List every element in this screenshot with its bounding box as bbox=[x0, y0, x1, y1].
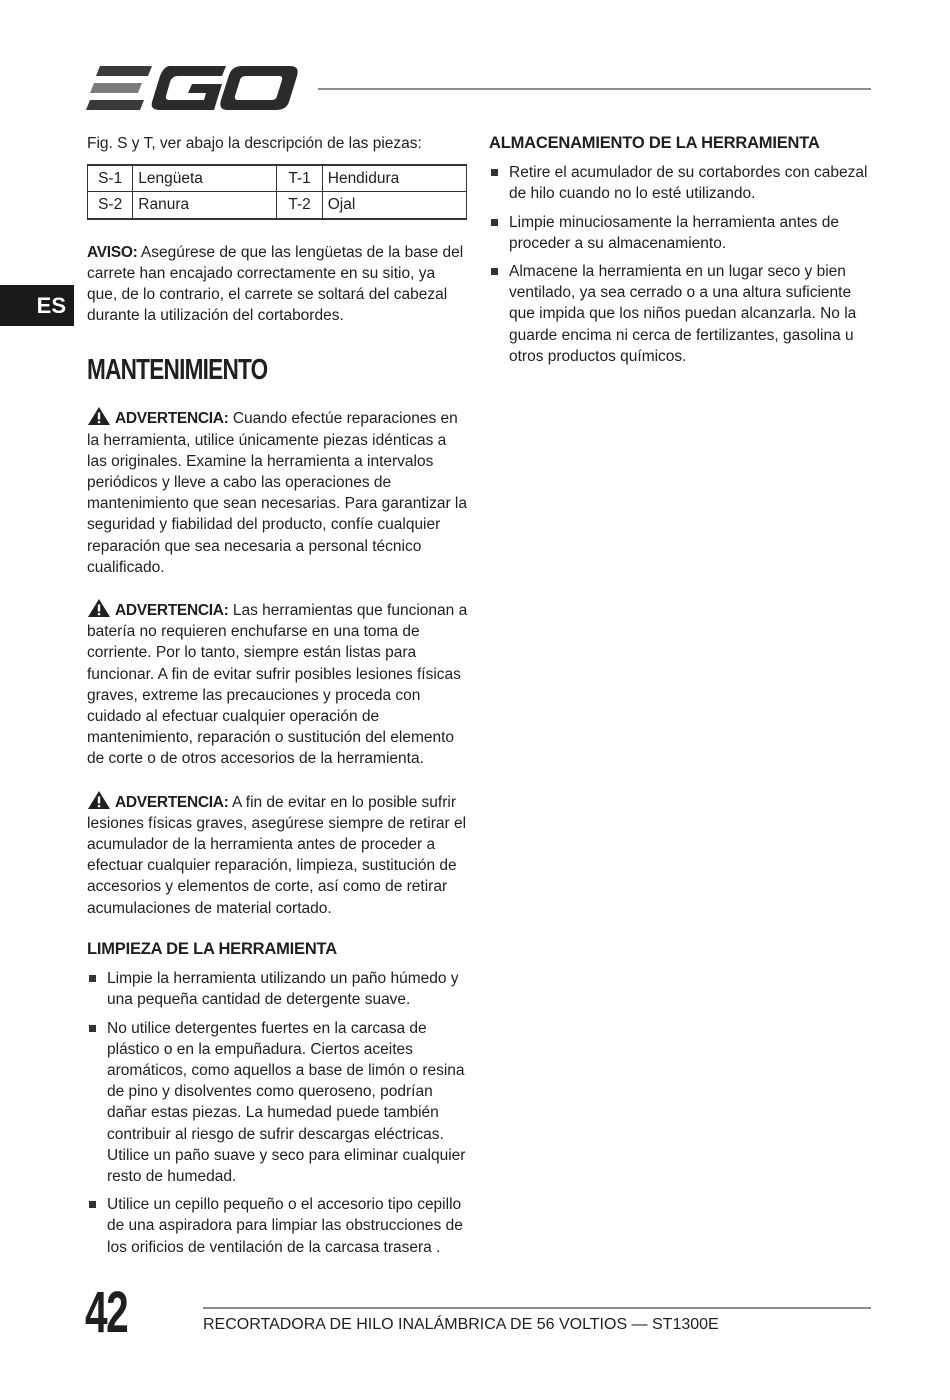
warning-label: ADVERTENCIA: bbox=[115, 410, 229, 428]
footer-rule bbox=[203, 1307, 871, 1309]
part-code: T-1 bbox=[277, 165, 322, 192]
part-code: S-1 bbox=[88, 165, 133, 192]
section-title-maintenance: MANTENIMIENTO bbox=[87, 354, 268, 387]
part-code: T-2 bbox=[277, 192, 322, 219]
parts-table bbox=[87, 164, 467, 219]
warning-triangle-icon bbox=[87, 406, 111, 426]
notice-paragraph bbox=[87, 242, 469, 327]
notice-label: AVISO: bbox=[87, 243, 138, 261]
warning-text: Las herramientas que funcionan a batería no requieren enchufarse en una toma de corriente. Por lo tanto, siempre están listas para funcionar. A fin de evitar sufrir posibles lesiones físicas graves, extreme las precauciones y proceda con cuidado al efectuar cualquier operación de mantenimiento, reparación o sustitución del elemento de corte o de otros accesorios de la herramienta. bbox=[87, 602, 468, 768]
warning-triangle-icon bbox=[87, 790, 111, 810]
warning-paragraph bbox=[87, 598, 469, 770]
warning-triangle-icon bbox=[87, 598, 111, 618]
part-name: Lengüeta bbox=[133, 165, 277, 192]
language-tab: ES bbox=[0, 285, 74, 326]
page-number: 42 bbox=[85, 1280, 128, 1345]
table-row bbox=[88, 192, 467, 219]
table-row bbox=[88, 165, 467, 192]
notice-text: Asegúrese de que las lengüetas de la base del carrete han encajado correctamente en su sitio, ya que, de lo contrario, el carrete se soltará del cabezal durante la utilización del cortabordes. bbox=[87, 243, 464, 325]
header-rule bbox=[318, 88, 871, 90]
list-item: Almacene la herramienta en un lugar seco y bien ventilado, ya sea cerrado o a una altura suficiente que impida que los niños puedan alcanzarla. No la guarde encima ni cerca de fertilizantes, gasolina u otros productos químicos. bbox=[489, 261, 874, 367]
list-item: Limpie minuciosamente la herramienta antes de proceder a su almacenamiento. bbox=[489, 212, 874, 254]
warning-paragraph bbox=[87, 406, 469, 578]
list-item: Utilice un cepillo pequeño o el accesorio tipo cepillo de una aspiradora para limpiar las obstrucciones de los orificios de ventilación de la carcasa trasera . bbox=[87, 1194, 469, 1258]
part-name: Hendidura bbox=[322, 165, 466, 192]
warning-text: A fin de evitar en lo posible sufrir lesiones físicas graves, asegúrese siempre de retirar el acumulador de la herramienta antes de proceder a efectuar cualquier reparación, limpieza, sustitución de accesorios y elementos de corte, así como de retirar acumulaciones de material cortado. bbox=[87, 793, 467, 917]
left-column bbox=[87, 133, 469, 1265]
subsection-title-cleaning: LIMPIEZA DE LA HERRAMIENTA bbox=[87, 939, 337, 958]
figure-caption: Fig. S y T, ver abajo la descripción de las piezas: bbox=[87, 135, 422, 152]
part-name: Ranura bbox=[133, 192, 277, 219]
cleaning-list bbox=[87, 968, 469, 1258]
right-column bbox=[489, 133, 874, 374]
list-item: Retire el acumulador de su cortabordes con cabezal de hilo cuando no lo esté utilizando. bbox=[489, 162, 874, 204]
subsection-title-storage: ALMACENAMIENTO DE LA HERRAMIENTA bbox=[489, 134, 820, 152]
list-item: Limpie la herramienta utilizando un paño húmedo y una pequeña cantidad de detergente suave. bbox=[87, 968, 469, 1010]
warning-text: Cuando efectúe reparaciones en la herramienta, utilice únicamente piezas idénticas a las originales. Examine la herramienta a intervalos periódicos y lleve a cabo las operaciones de mantenimiento que sean necesarias. Para garantizar la seguridad y fiabilidad del producto, confíe cualquier reparación que sea necesaria a personal técnico cualificado. bbox=[87, 410, 467, 576]
warning-label: ADVERTENCIA: bbox=[115, 793, 229, 811]
list-item: No utilice detergentes fuertes en la carcasa de plástico o en la empuñadura. Ciertos aceites aromáticos, como aquellos a base de limón o resina de pino y disolventes como queroseno, podrían dañar estas piezas. La humedad puede también contribuir al riesgo de sufrir descargas eléctricas. Utilice un paño suave y seco para eliminar cualquier resto de humedad. bbox=[87, 1018, 469, 1188]
footer-title: RECORTADORA DE HILO INALÁMBRICA DE 56 VOLTIOS — ST1300E bbox=[203, 1316, 719, 1333]
warning-paragraph bbox=[87, 790, 469, 919]
part-code: S-2 bbox=[88, 192, 133, 219]
storage-list bbox=[489, 162, 874, 367]
warning-label: ADVERTENCIA: bbox=[115, 602, 229, 620]
ego-logo bbox=[86, 62, 298, 114]
part-name: Ojal bbox=[322, 192, 466, 219]
